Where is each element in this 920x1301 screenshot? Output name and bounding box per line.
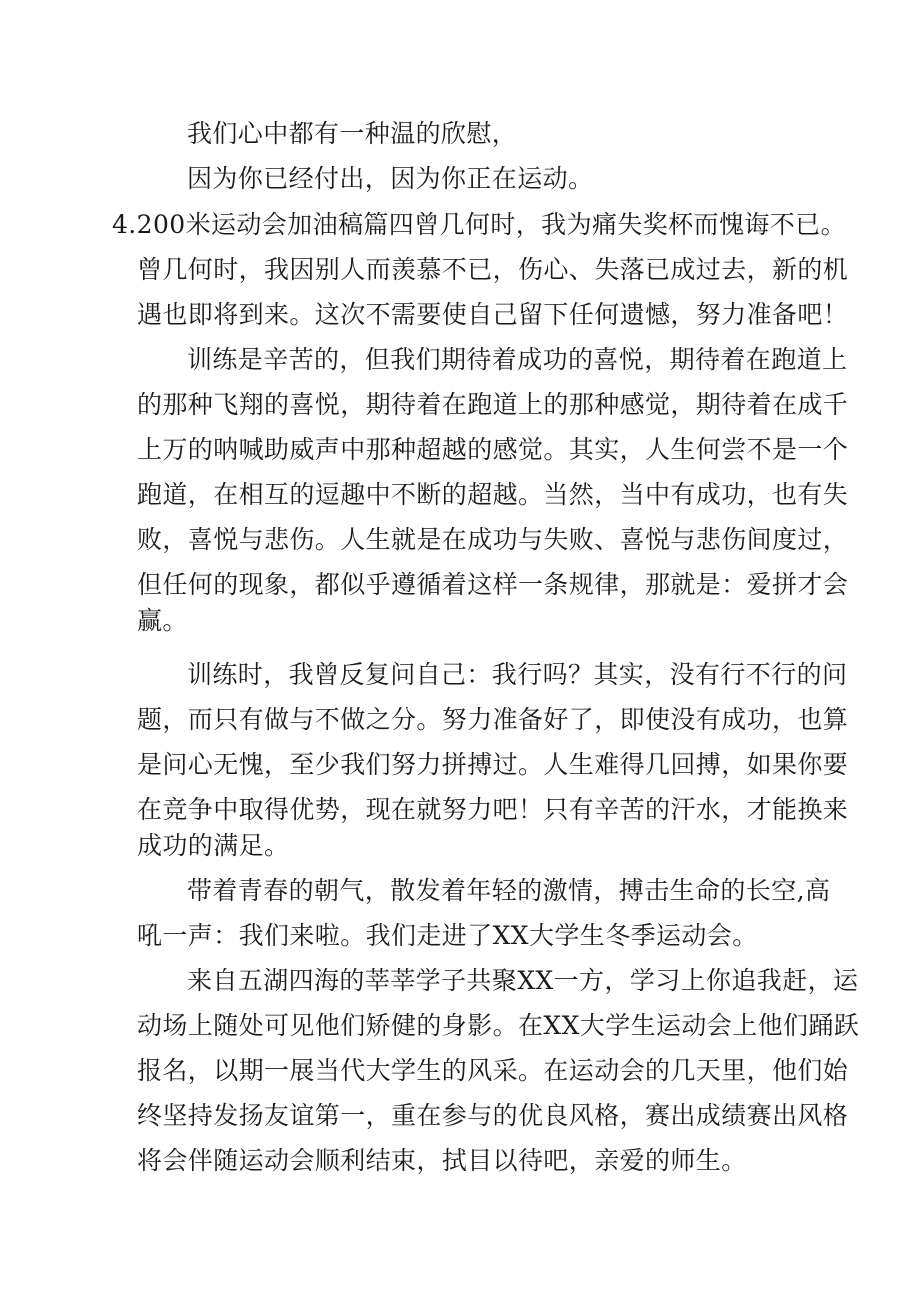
- text-line: 的那种飞翔的喜悦，期待着在跑道上的那种感觉，期待着在成千: [137, 390, 849, 419]
- text-line: 但任何的现象，都似乎遵循着这样一条规律，那就是：爱拼才会: [137, 570, 849, 599]
- text-line: 跑道，在相互的逗趣中不断的超越。当然，当中有成功，也有失: [137, 480, 849, 509]
- paragraph-start-line: 带着青春的朝气，散发着年轻的激情，搏击生命的长空,高: [187, 876, 831, 905]
- text-line: 在竞争中取得优势，现在就努力吧！只有辛苦的汗水，才能换来: [137, 795, 849, 824]
- text-line: 我们心中都有一种温的欣慰，: [187, 119, 518, 148]
- text-line: 是问心无愧，至少我们努力拼搏过。人生难得几回搏，如果你要: [137, 750, 849, 779]
- text-line: 题，而只有做与不做之分。努力准备好了，即使没有成功，也算: [137, 705, 849, 734]
- paragraph-start-line: 来自五湖四海的莘莘学子共聚XX一方，学习上你追我赶，运: [187, 966, 859, 995]
- text-line: 赢。: [137, 606, 188, 635]
- paragraph-start-line: 训练时，我曾反复问自己：我行吗？其实，没有行不行的问: [187, 660, 848, 689]
- section-heading-line: 4.200米运动会加油稿篇四曾几何时，我为痛失奖杯而愧诲不已。: [112, 210, 846, 239]
- text-line: 上万的呐喊助威声中那种超越的感觉。其实，人生何尝不是一个: [137, 435, 849, 464]
- text-line: 动场上随处可见他们矫健的身影。在XX大学生运动会上他们踊跃: [137, 1011, 860, 1040]
- text-line: 报名，以期一展当代大学生的风采。在运动会的几天里，他们始: [137, 1056, 849, 1085]
- text-line: 遇也即将到来。这次不需要使自己留下任何遗憾，努力准备吧！: [137, 300, 849, 329]
- text-line: 吼一声：我们来啦。我们走进了XX大学生冬季运动会。: [137, 921, 758, 950]
- text-line: 成功的满足。: [137, 831, 290, 860]
- text-line: 败，喜悦与悲伤。人生就是在成功与失败、喜悦与悲伤间度过，: [137, 525, 849, 554]
- text-line: 终坚持发扬友谊第一，重在参与的优良风格，赛出成绩赛出风格: [137, 1101, 849, 1130]
- text-line: 因为你已经付出，因为你正在运动。: [187, 164, 594, 193]
- text-line: 将会伴随运动会顺利结束，拭目以待吧，亲爱的师生。: [137, 1146, 747, 1175]
- paragraph-start-line: 训练是辛苦的，但我们期待着成功的喜悦，期待着在跑道上: [187, 345, 848, 374]
- text-line: 曾几何时，我因别人而羡慕不已，伤心、失落已成过去，新的机: [137, 255, 849, 284]
